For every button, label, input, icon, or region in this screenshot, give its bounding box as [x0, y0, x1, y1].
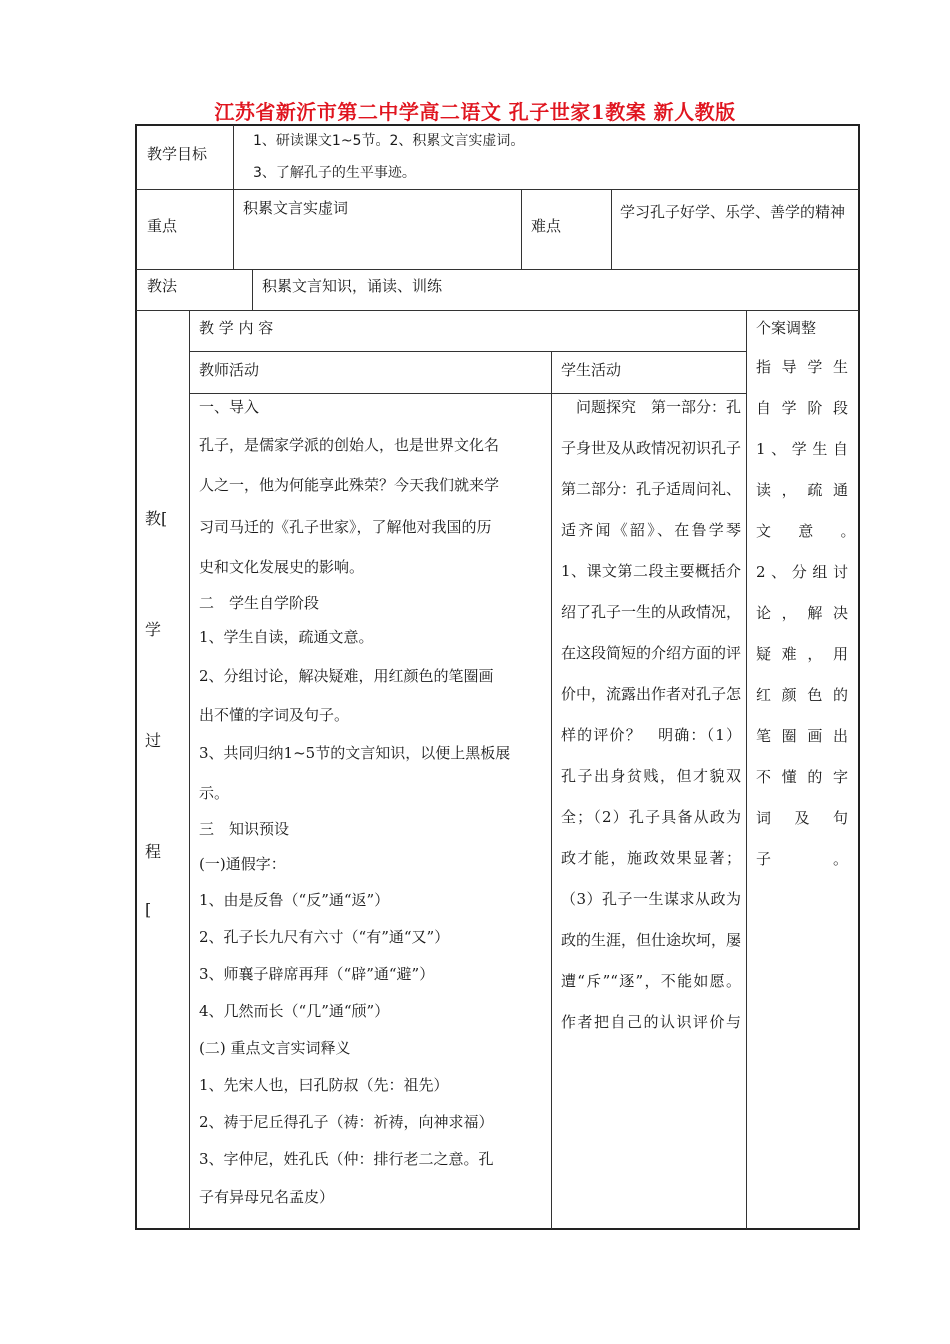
teacher-line: 1、由是反鲁（“反”通“返”）	[199, 891, 390, 909]
teacher-line: 4、几然而长（“几”通“颀”）	[199, 1002, 390, 1020]
keypoint-label: 重点	[147, 217, 178, 235]
teacher-activity-content	[199, 388, 549, 1216]
teacher-line: 2、孔子长九尺有六寸（“有”通“又”）	[199, 928, 450, 946]
teacher-line: 1、学生自读，疏通文意。	[199, 628, 374, 646]
method-value: 积累文言知识，诵读、训练	[262, 277, 443, 295]
adjust-content: 指导学生自学阶段 1、学生自读，疏通文意。 2、分组讨论，解决疑难，用红颜色的笔圈画出不懂的字词及句子。	[756, 358, 874, 868]
row-divider-objectives	[136, 189, 859, 190]
teacher-line: 二 学生自学阶段	[199, 594, 320, 612]
document-title: 江苏省新沂市第二中学高二语文 孔子世家1教案 新人教版	[214, 100, 736, 124]
student-activity-header: 学生活动	[561, 361, 622, 379]
teacher-line: (二) 重点文言实词释义	[199, 1039, 351, 1057]
process-label-char: 程	[145, 842, 162, 861]
process-label-char: 过	[145, 731, 162, 750]
objectives-line-1: 1、研读课文1~5节。2、积累文言实虚词。	[253, 133, 525, 149]
teacher-line: 2、分组讨论，解决疑难，用红颜色的笔圈画	[199, 667, 494, 685]
teacher-line: 三 知识预设	[199, 820, 290, 838]
teacher-line: 示。	[199, 784, 230, 802]
teacher-line: 2、祷于尼丘得孔子（祷：祈祷，向神求福）	[199, 1113, 494, 1131]
teacher-line: 3、师襄子辟席再拜（“辟”通“避”）	[199, 965, 435, 983]
difficulty-value: 学习孔子好学、乐学、善学的精神	[620, 203, 846, 221]
teacher-line: (一)通假字：	[199, 855, 286, 873]
col-divider-difficulty	[611, 190, 612, 270]
method-label: 教法	[147, 277, 178, 295]
student-activity-content: 问题探究 第一部分：孔子身世及从政情况初识孔子 第二部分：孔子适周问礼、适齐闻《韶》、在鲁学琴 1、课文第二段主要概括介绍了孔子一生的从政情况，在这段简短的介绍方面的评价中，流露出作者对孔子怎样的评价？ 明确：（1）孔子出身贫贱，但才貌双全；（2）孔子具备从政为政才能，施政效果显著；（3）孔子一生谋求从政为政的生涯，但仕途坎坷，屡遭“斥”“逐”，不能如愿。作者把自己的认识评价与	[561, 398, 757, 1031]
teacher-line: 3、共同归纳1~5节的文言知识，以便上黑板展	[199, 744, 511, 762]
teacher-line: 孔子，是儒家学派的创始人，也是世界文化名	[199, 436, 500, 454]
row-divider-method	[136, 310, 859, 311]
teacher-line: 人之一，他为何能享此殊荣？今天我们就来学	[199, 476, 500, 494]
teacher-activity-header: 教师活动	[199, 361, 260, 379]
teacher-line: 3、字仲尼，姓孔氏（仲：排行老二之意。孔	[199, 1150, 494, 1168]
objectives-line-2: 3、了解孔子的生平事迹。	[253, 165, 416, 181]
teacher-line: 史和文化发展史的影响。	[199, 558, 365, 576]
row-divider-keypoints	[136, 269, 859, 270]
col-divider-activities	[551, 352, 552, 1229]
difficulty-label: 难点	[531, 217, 562, 235]
keypoint-value: 积累文言实虚词	[243, 199, 349, 217]
process-label-char: [	[145, 900, 152, 919]
teacher-line: 1、先宋人也，曰孔防叔（先：祖先）	[199, 1076, 449, 1094]
process-label-char: 教[	[145, 509, 168, 528]
col-divider-process-label	[189, 311, 190, 1229]
col-divider-method	[252, 270, 253, 311]
teacher-line: 出不懂的字词及句子。	[199, 706, 350, 724]
objectives-label: 教学目标	[147, 145, 208, 163]
col-divider-keypoint	[521, 190, 522, 270]
process-label-char: 学	[145, 620, 162, 639]
row-divider-content-header	[189, 351, 746, 352]
content-header: 教 学 内 容	[199, 319, 274, 337]
teacher-line: 一、导入	[199, 398, 260, 416]
col-divider-label	[233, 125, 234, 270]
teacher-line: 子有异母兄名孟皮）	[199, 1188, 335, 1206]
adjust-header: 个案调整	[756, 319, 817, 337]
teacher-line: 习司马迁的《孔子世家》，了解他对我国的历	[199, 518, 492, 536]
